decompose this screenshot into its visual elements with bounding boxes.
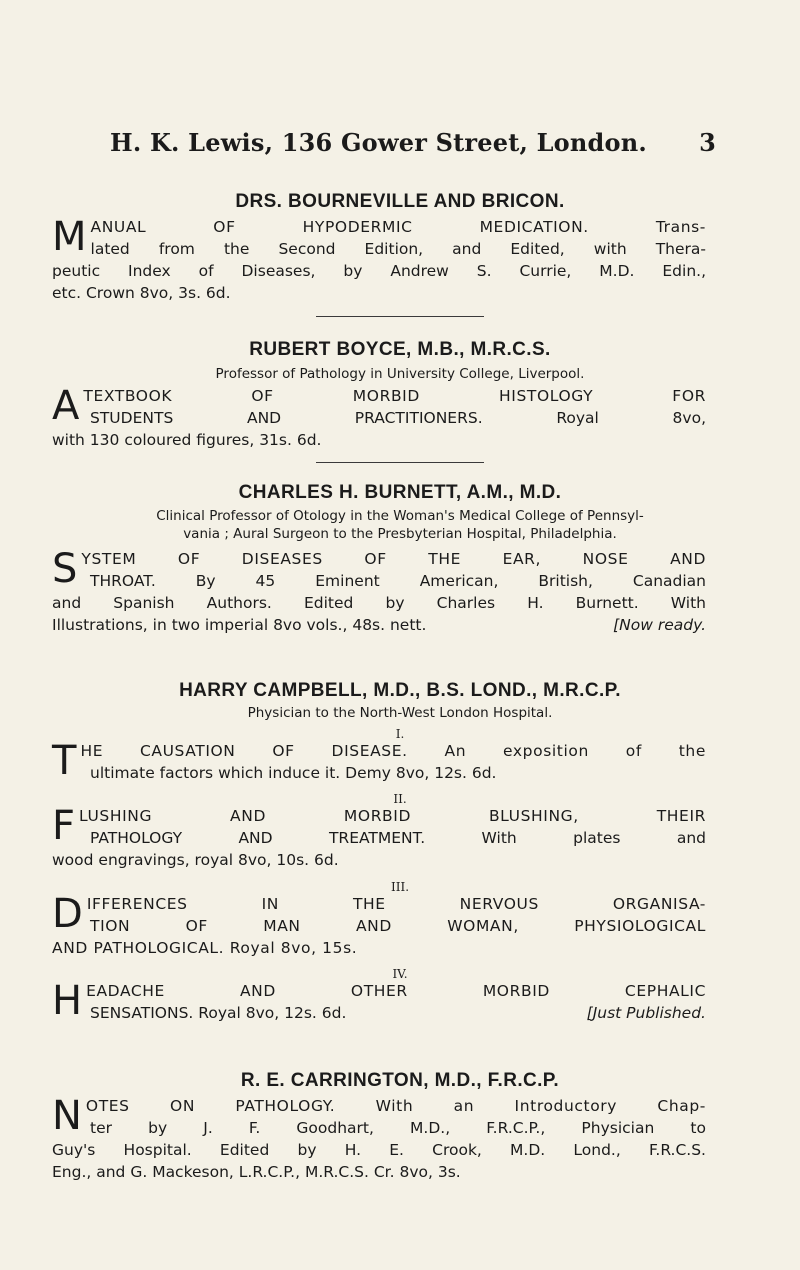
publisher-address: H. K. Lewis, 136 Gower Street, London. [110, 128, 647, 157]
entry-line: lated from the Second Edition, and Edited, with Thera- [90, 240, 706, 258]
work-numeral: II. [393, 792, 407, 806]
entry-line: IFFERENCES IN THE NERVOUS ORGANISA- [86, 895, 706, 913]
work-numeral: III. [390, 880, 410, 894]
author-heading: CHARLES H. BURNETT, A.M., M.D. [238, 482, 562, 503]
entry-line [52, 1002, 706, 1024]
availability-note: [Now ready. [613, 616, 706, 634]
author-heading: DRS. BOURNEVILLE AND BRICON. [235, 191, 565, 212]
book-entry [52, 548, 706, 636]
book-entry [52, 385, 706, 451]
entry-line: EADACHE AND OTHER MORBID CEPHALIC [86, 982, 706, 1000]
book-entry [52, 893, 706, 959]
drop-cap: A [52, 383, 80, 429]
work-numeral: I. [395, 727, 405, 741]
book-entry [52, 805, 706, 871]
running-header [110, 128, 716, 157]
author-role-line: Clinical Professor of Otology in the Woman's Medical College of Pennsyl- [156, 508, 644, 524]
divider-rule [316, 462, 484, 463]
drop-cap: M [52, 214, 87, 260]
author-heading: R. E. CARRINGTON, M.D., F.R.C.P. [240, 1070, 560, 1091]
drop-cap: H [52, 978, 83, 1024]
entry-line: with 130 coloured figures, 31s. 6d. [52, 431, 322, 449]
entry-line: TION OF MAN AND WOMAN, PHYSIOLOGICAL [90, 917, 706, 935]
book-entry [52, 980, 706, 1024]
drop-cap: S [52, 546, 78, 592]
availability-note: [Just Published. [586, 1004, 706, 1022]
drop-cap: F [52, 803, 76, 849]
entry-line: STUDENTS AND PRACTITIONERS. Royal 8vo, [90, 409, 706, 427]
entry-line: AND PATHOLOGICAL. Royal 8vo, 15s. [52, 939, 358, 957]
entry-line: ter by J. F. Goodhart, M.D., F.R.C.P., Physician to [90, 1119, 706, 1137]
entry-text: SENSATIONS. Royal 8vo, 12s. 6d. [90, 1004, 347, 1022]
entry-line [52, 614, 706, 636]
entry-line: peutic Index of Diseases, by Andrew S. Currie, M.D. Edin., [52, 262, 706, 280]
entry-line: OTES ON PATHOLOGY. With an Introductory Chap- [85, 1097, 706, 1115]
author-role: Professor of Pathology in University College, Liverpool. [215, 366, 585, 382]
entry-line: ANUAL OF HYPODERMIC MEDICATION. Trans- [90, 218, 706, 236]
entry-line: LUSHING AND MORBID BLUSHING, THEIR [79, 807, 706, 825]
entry-line: YSTEM OF DISEASES OF THE EAR, NOSE AND [81, 550, 706, 568]
drop-cap: T [52, 738, 77, 784]
entry-line: THROAT. By 45 Eminent American, British, Canadian [90, 572, 706, 590]
entry-text: Illustrations, in two imperial 8vo vols., 48s. nett. [52, 616, 427, 634]
entry-line: Eng., and G. Mackeson, L.R.C.P., M.R.C.S. Cr. 8vo, 3s. [52, 1163, 461, 1181]
entry-line: Guy's Hospital. Edited by H. E. Crook, M.D. Lond., F.R.C.S. [52, 1141, 706, 1159]
author-role: Physician to the North-West London Hospital. [247, 705, 553, 721]
author-role [50, 507, 750, 543]
entry-line: PATHOLOGY AND TREATMENT. With plates and [90, 829, 706, 847]
author-heading: RUBERT BOYCE, M.B., M.R.C.S. [249, 339, 551, 360]
divider-rule [316, 316, 484, 317]
book-entry [52, 216, 706, 304]
author-heading: HARRY CAMPBELL, M.D., B.S. LOND., M.R.C.P. [179, 680, 621, 701]
entry-line: wood engravings, royal 8vo, 10s. 6d. [52, 851, 339, 869]
entry-line: etc. Crown 8vo, 3s. 6d. [52, 284, 231, 302]
entry-line: ultimate factors which induce it. Demy 8vo, 12s. 6d. [90, 764, 497, 782]
book-entry [52, 1095, 706, 1183]
entry-line: TEXTBOOK OF MORBID HISTOLOGY FOR [83, 387, 706, 405]
entry-line: and Spanish Authors. Edited by Charles H. Burnett. With [52, 594, 706, 612]
book-entry [52, 740, 706, 784]
entry-line: HE CAUSATION OF DISEASE. An exposition of the [80, 742, 706, 760]
work-numeral: IV. [392, 967, 408, 981]
drop-cap: N [52, 1093, 82, 1139]
page-number: 3 [699, 128, 716, 157]
drop-cap: D [52, 891, 83, 937]
author-role-line: vania ; Aural Surgeon to the Presbyterian Hospital, Philadelphia. [183, 526, 617, 542]
